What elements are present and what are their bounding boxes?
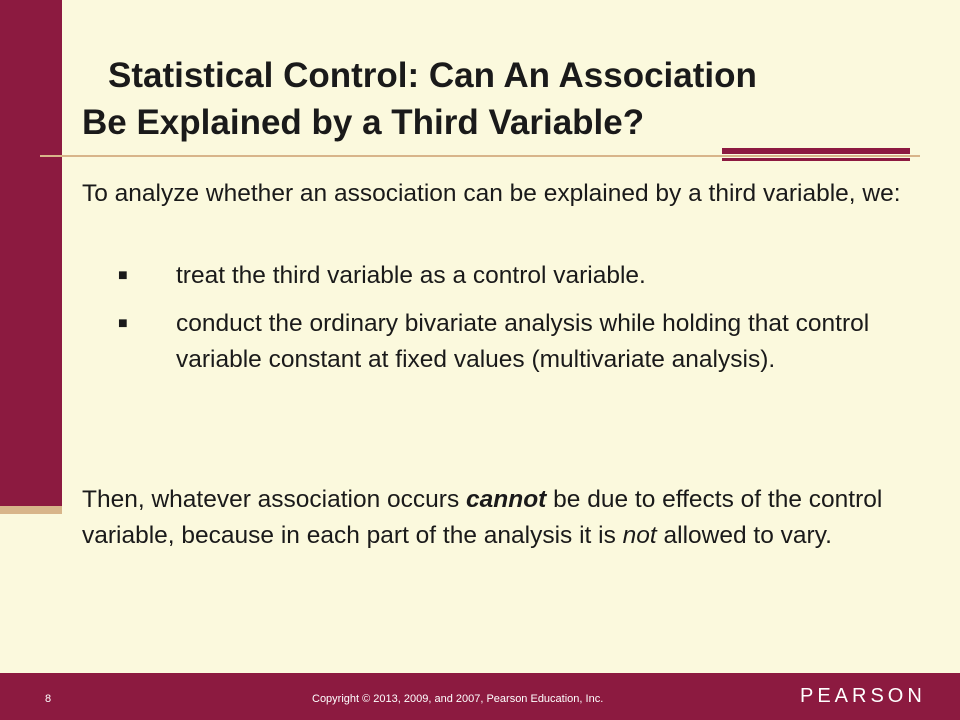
bullet-text: treat the third variable as a control variable. (176, 262, 646, 289)
bullet-item (82, 306, 922, 378)
conclusion-text-part-2: be due to effects of the control variable, because in each part of the analysis it is (82, 486, 883, 549)
pearson-logo: PEARSON (800, 685, 926, 707)
emphasis-not: not (622, 522, 657, 549)
conclusion-text-part-3: allowed to vary. (656, 522, 832, 549)
bullet-text: conduct the ordinary bivariate analysis while holding that control variable constant at fixed values (multivariate analysis). (176, 310, 870, 373)
title-divider-rule (40, 155, 920, 157)
title-divider-accent-top (722, 148, 910, 154)
square-bullet-icon: ■ (118, 267, 128, 284)
emphasis-cannot: cannot (466, 486, 547, 513)
left-accent-bar-gold-stripe (0, 506, 62, 514)
intro-paragraph: To analyze whether an association can be explained by a third variable, we: (82, 180, 901, 207)
slide-title-line-1: Statistical Control: Can An Association (108, 56, 757, 95)
conclusion-text-part-1: Then, whatever association occurs (82, 486, 467, 513)
title-divider-accent-bottom (722, 158, 910, 161)
left-accent-bar (0, 0, 62, 512)
bullet-list (82, 258, 922, 390)
copyright-notice: Copyright © 2013, 2009, and 2007, Pearson Education, Inc. (312, 693, 604, 705)
footer-bar (0, 673, 960, 720)
slide-title-line-2: Be Explained by a Third Variable? (82, 103, 645, 142)
square-bullet-icon: ■ (118, 315, 128, 332)
page-number: 8 (45, 693, 52, 705)
slide-title (82, 52, 942, 146)
conclusion-paragraph (82, 482, 922, 554)
bullet-item (82, 258, 922, 294)
